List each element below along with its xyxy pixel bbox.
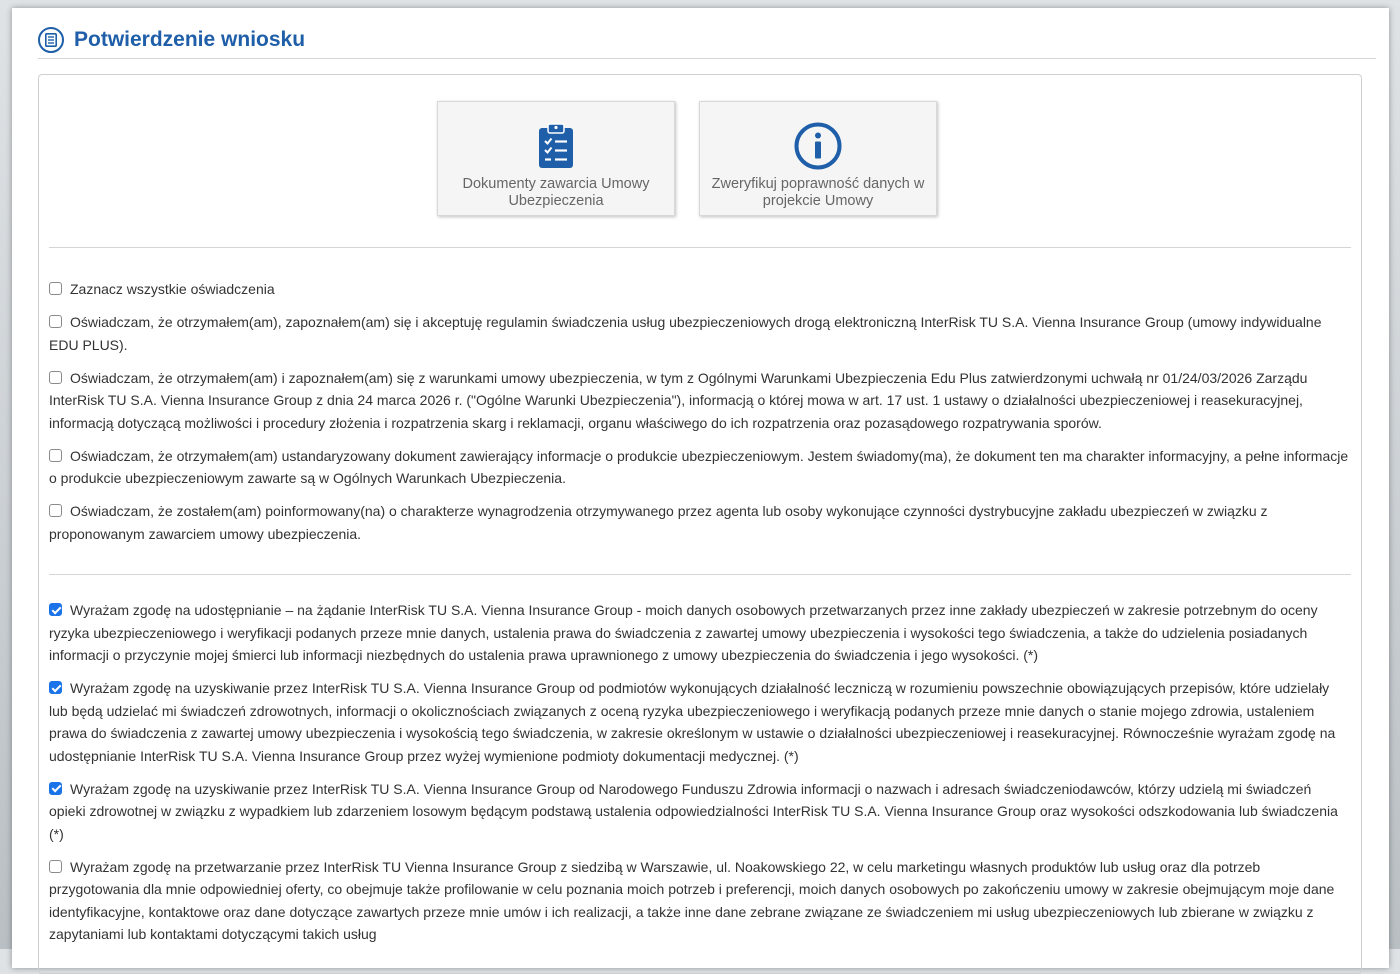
statement-item (49, 311, 1349, 356)
consent-checkbox[interactable] (49, 782, 62, 795)
statement-item (49, 500, 1349, 545)
verify-contract-data-tile[interactable] (699, 101, 937, 216)
document-tiles (437, 101, 937, 216)
statement-text: Oświadczam, że zostałem(am) poinformowany(na) o charakterze wynagrodzenia otrzymywanego przez agenta lub osoby wykonujące czynności dystrybucyjne zakładu ubezpieczeń w związku z proponowanym zawarciem umowy ubezpieczenia. (49, 503, 1268, 542)
consent-text: Wyrażam zgodę na przetwarzanie przez InterRisk TU Vienna Insurance Group z siedzibą w Warszawie, ul. Noakowskiego 22, w celu marketingu własnych produktów lub usług oraz dla potrzeb przygotowania dla mnie odpowiedniej oferty, co obejmuje także profilowanie w celu poznania moich potrzeb i preferencji, moich danych osobowych po zakończeniu umowy w zakresie obejmującym moje dane identyfikacyjne, kontaktowe oraz dane dotyczące zawartych przeze mnie umów i ich realizacji, a także inne dane zebrane związane ze świadczeniem mi usług ubezpieczeniowych lub zbierane w związku z zapytaniami lub kontaktami dotyczącymi takich usług (49, 858, 1335, 942)
declarations-group (49, 278, 1349, 556)
statement-text: Oświadczam, że otrzymałem(am) i zapoznałem(am) się z warunkami umowy ubezpieczenia, w tym z Ogólnymi Warunkami Ubezpieczenia Edu Plus zatwierdzonymi uchwałą nr 01/24/03/2026 Zarządu InterRisk TU S.A. Vienna Insurance Group z dnia 24 marca 2026 r. ("Ogólne Warunki Ubezpieczenia"), informacją o której mowa w art. 17 ust. 1 ustawy o działalności ubezpieczeniowej i reasekuracyjnej, informacją dotyczącą możliwości i procedury złożenia i rozpatrzenia skarg i reklamacji, organu właściwego do ich rozpatrzenia oraz pozasądowego rozpatrywania sporów. (49, 369, 1308, 431)
consent-item (49, 599, 1349, 667)
application-confirmation-box (38, 74, 1362, 974)
info-icon (794, 122, 842, 170)
consent-text: Wyrażam zgodę na uzyskiwanie przez InterRisk TU S.A. Vienna Insurance Group od podmiotów wykonujących działalność leczniczą w rozumieniu powszechnie obowiązujących przepisów, które udzielały lub będą udzielać mi świadczeń zdrowotnych, informacji o okolicznościach związanych z oceną ryzyka ubezpieczeniowego i weryfikacją podanych przeze mnie danych o stanie mojego zdrowia, ustaleniem prawa do świadczenia z zawartej umowy ubezpieczenia i wysokością tego świadczenia, w zakresie określonym w ustawie o działalności ubezpieczeniowej i reasekuracyjnej. Równocześnie wyrażam zgodę na udostępnianie InterRisk TU S.A. Vienna Insurance Group przez wyżej wymienione podmioty dokumentacji medycznej. (*) (49, 680, 1336, 764)
select-all-checkbox[interactable] (49, 282, 62, 295)
statement-text: Oświadczam, że otrzymałem(am), zapoznałem(am) się i akceptuję regulamin świadczenia usług ubezpieczeniowych drogą elektroniczną InterRisk TU S.A. Vienna Insurance Group (umowy indywidualne EDU PLUS). (49, 314, 1322, 353)
statement-checkbox[interactable] (49, 371, 62, 384)
page-title: Potwierdzenie wniosku (74, 28, 306, 51)
statement-item (49, 445, 1349, 490)
consent-checkbox[interactable] (49, 860, 62, 873)
statement-item (49, 367, 1349, 435)
statement-checkbox[interactable] (49, 449, 62, 462)
confirmation-panel (12, 8, 1389, 968)
consent-item (49, 778, 1349, 846)
consent-item (49, 677, 1349, 767)
consent-checkbox[interactable] (49, 603, 62, 616)
clipboard-checklist-icon (538, 122, 574, 170)
consent-item (49, 856, 1349, 946)
consents-group (49, 599, 1349, 956)
consent-checkbox[interactable] (49, 681, 62, 694)
divider (49, 574, 1351, 575)
document-list-icon (38, 27, 64, 53)
divider (49, 247, 1351, 248)
consent-text: Wyrażam zgodę na udostępnianie – na żądanie InterRisk TU S.A. Vienna Insurance Group - moich danych osobowych przetwarzanych przez inne zakłady ubezpieczeń w zakresie potrzebnym do oceny ryzyka ubezpieczeniowego i weryfikacji podanych przeze mnie danych, ustalenia prawa do świadczenia z zawartej umowy ubezpieczenia i wysokości tego świadczenia, a także do udzielenia posiadanych informacji o przyczynie mojej śmierci lub informacji niezbędnych do ustalenia prawa uprawnionego z umowy ubezpieczenia do świadczenia i jego wysokości. (*) (49, 602, 1318, 663)
verify-contract-data-label: Zweryfikuj poprawność danych w projekcie Umowy (711, 176, 925, 209)
contract-documents-label: Dokumenty zawarcia Umowy Ubezpieczenia (462, 176, 650, 209)
contract-documents-tile[interactable] (437, 101, 675, 216)
statement-checkbox[interactable] (49, 504, 62, 517)
consent-text: Wyrażam zgodę na uzyskiwanie przez InterRisk TU S.A. Vienna Insurance Group od Narodowego Funduszu Zdrowia informacji o nazwach i adresach świadczeniodawców, którzy udzielą mi świadczeń opieki zdrowotnej w związku z wypadkiem lub zdarzeniem losowym będącym podstawą ustalenia odpowiedzialności InterRisk TU S.A. Vienna Insurance Group oraz wysokości odszkodowania lub świadczenia (*) (49, 780, 1338, 842)
statement-checkbox[interactable] (49, 315, 62, 328)
statement-text: Oświadczam, że otrzymałem(am) ustandaryzowany dokument zawierający informacje o produkcie ubezpieczeniowym. Jestem świadomy(ma), że dokument ten ma charakter informacyjny, a pełne informacje o produkcie ubezpieczeniowym zawarte są w Ogólnych Warunkach Ubezpieczenia. (49, 447, 1349, 486)
statement-text: Zaznacz wszystkie oświadczenia (70, 281, 275, 297)
statement-select-all (49, 278, 1349, 301)
page-header (38, 22, 1376, 59)
